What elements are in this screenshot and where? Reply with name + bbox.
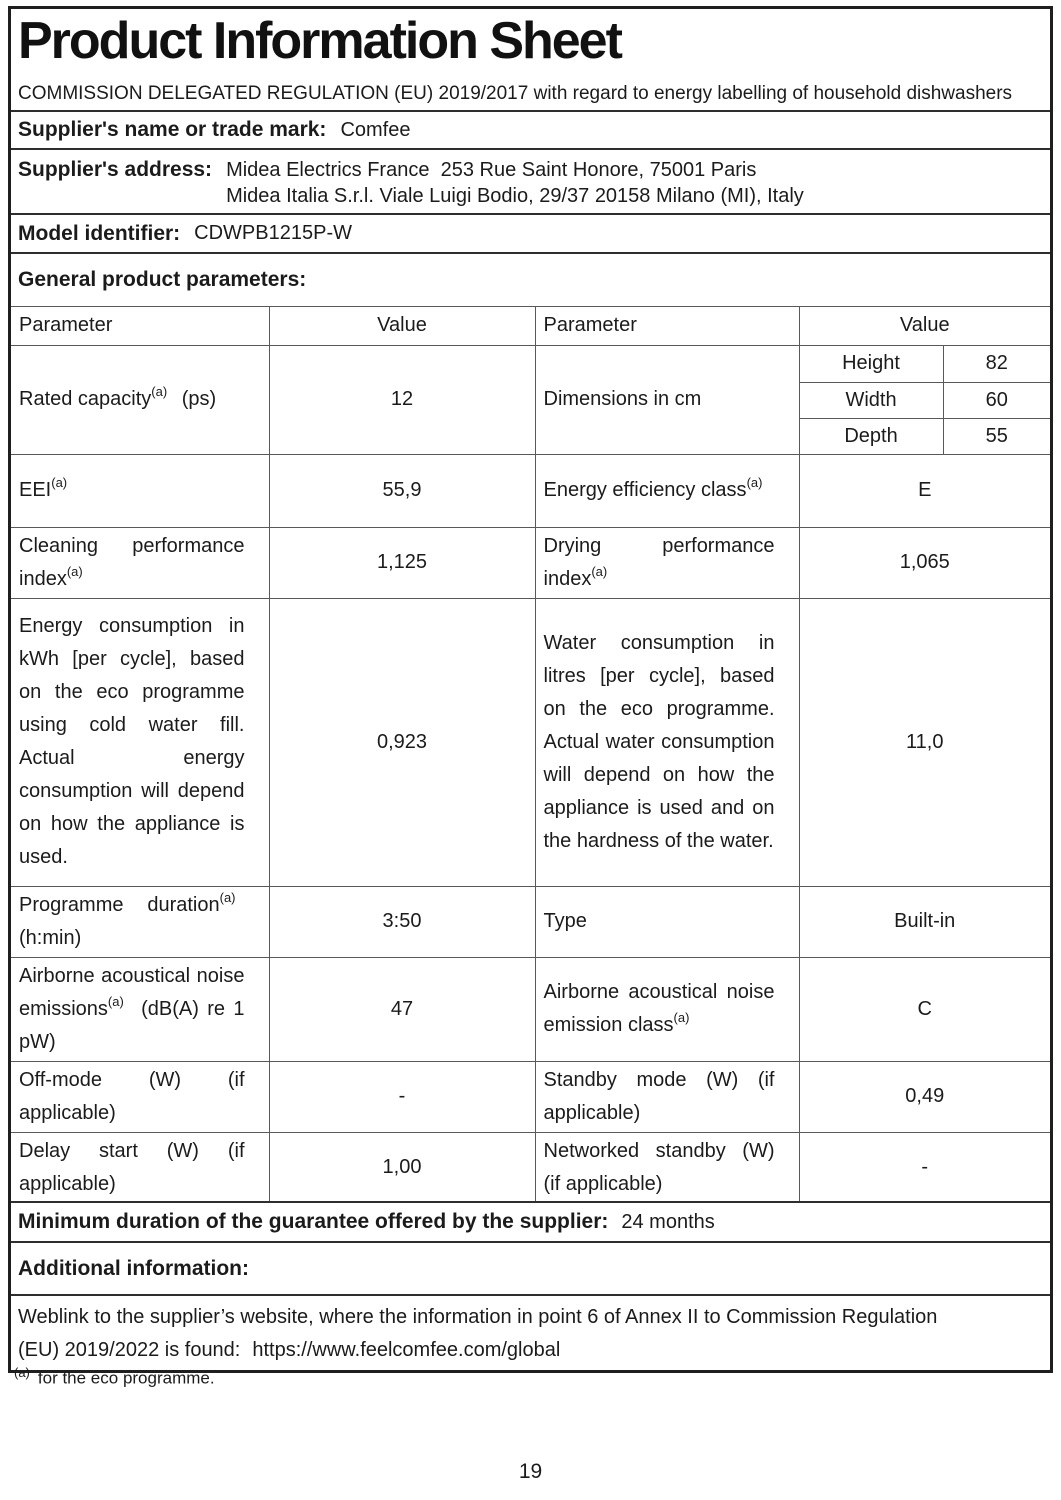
supplier-name-label: Supplier's name or trade mark: (18, 118, 327, 141)
energy-consumption-label: Energy consumption in kWh [per cycle], based on the eco programme using cold water fill. Actual energy consumption will depend on how the appliance is used. (19, 615, 245, 868)
noise-emissions-label-cell (11, 957, 269, 1061)
programme-duration-label-cell (11, 886, 269, 957)
weblink-url: https://www.feelcomfee.com/global (252, 1339, 561, 1361)
dimension-height-label: Height (800, 346, 944, 382)
type-label-cell (535, 886, 799, 957)
supplier-address-line-1: Midea Electrics France 253 Rue Saint Honore, 75001 Paris (226, 159, 757, 181)
networked-standby-label: Networked standby (W) (if applicable) (543, 1139, 775, 1195)
table-row (11, 886, 1050, 957)
dimensions-subtable (800, 346, 1051, 454)
dimension-depth-value: 55 (944, 418, 1050, 454)
footnote-marker: (a) (591, 563, 608, 579)
table-row (11, 1061, 1050, 1132)
weblink-text: Weblink to the supplier’s website, where the information in point 6 of Annex II to Commission Regulation (EU) 2019/2022 is found: (18, 1306, 938, 1361)
noise-class-label: Airborne acoustical noise emission class (543, 981, 775, 1036)
energy-consumption-label-cell (11, 598, 269, 886)
noise-emissions-unit: (dB(A) re 1 pW) (19, 997, 245, 1053)
supplier-address-value (226, 157, 804, 209)
energy-class-label: Energy efficiency class (543, 479, 747, 501)
dimensions-value-cell (799, 345, 1050, 454)
model-identifier-label: Model identifier: (18, 221, 181, 245)
table-header-row (11, 307, 1050, 345)
regulation-subtitle: COMMISSION DELEGATED REGULATION (EU) 2019/2017 with regard to energy labelling of household dishwashers (18, 83, 1013, 104)
networked-standby-label-cell (535, 1132, 799, 1203)
noise-class-value: C (799, 957, 1050, 1061)
off-mode-label-cell (11, 1061, 269, 1132)
header-parameter-right: Parameter (535, 307, 799, 345)
supplier-address-label: Supplier's address: (18, 158, 213, 181)
energy-consumption-value: 0,923 (269, 598, 535, 886)
supplier-name-row (11, 112, 1050, 150)
supplier-address-line-2: Midea Italia S.r.l. Viale Luigi Bodio, 29/37 20158 Milano (MI), Italy (226, 185, 804, 207)
footnote-marker: (a) (51, 475, 68, 491)
footnote-marker: (a) (673, 1010, 690, 1026)
title-block (11, 9, 1050, 112)
water-consumption-value: 11,0 (799, 598, 1050, 886)
type-label: Type (543, 910, 587, 932)
rated-capacity-label-cell (11, 345, 269, 454)
energy-class-label-cell (535, 454, 799, 527)
eei-label-cell (11, 454, 269, 527)
standby-mode-value: 0,49 (799, 1061, 1050, 1132)
guarantee-row (11, 1201, 1050, 1243)
standby-mode-label: Standby mode (W) (if applicable) (543, 1068, 775, 1124)
footnote-marker: (a) (107, 993, 124, 1009)
dimension-depth-label: Depth (800, 418, 944, 454)
eei-label: EEI (19, 479, 52, 501)
programme-duration-unit: (h:min) (19, 926, 82, 949)
dimensions-label-cell (535, 345, 799, 454)
guarantee-label: Minimum duration of the guarantee offered by the supplier: (18, 1210, 609, 1233)
delay-start-label-cell (11, 1132, 269, 1203)
table-row (11, 957, 1050, 1061)
table-row (11, 1132, 1050, 1203)
header-parameter-left: Parameter (11, 307, 269, 345)
type-value: Built-in (799, 886, 1050, 957)
cleaning-index-label-cell (11, 527, 269, 598)
networked-standby-value: - (799, 1132, 1050, 1203)
model-identifier-value: CDWPB1215P-W (194, 222, 352, 244)
drying-index-label-cell (535, 527, 799, 598)
weblink-row (11, 1296, 1050, 1370)
delay-start-value: 1,00 (269, 1132, 535, 1203)
supplier-name-value: Comfee (340, 118, 411, 141)
energy-class-value: E (799, 454, 1050, 527)
header-value-left: Value (269, 307, 535, 345)
product-information-sheet (8, 6, 1053, 1373)
additional-information-label: Additional information: (18, 1256, 249, 1280)
delay-start-label: Delay start (W) (if applicable) (19, 1139, 245, 1195)
general-parameters-table (11, 307, 1050, 1203)
footnote-marker: (a) (219, 889, 236, 905)
footnote-marker: (a) (151, 384, 168, 400)
rated-capacity-value: 12 (269, 345, 535, 454)
dimensions-label: Dimensions in cm (543, 388, 702, 410)
footnote (14, 1365, 215, 1389)
model-identifier-row (11, 215, 1050, 254)
footnote-marker: (a) (66, 563, 83, 579)
supplier-address-row (11, 150, 1050, 215)
additional-information-row (11, 1243, 1050, 1296)
footnote-text: for the eco programme. (37, 1368, 215, 1388)
rated-capacity-unit: (ps) (176, 388, 217, 410)
guarantee-value: 24 months (621, 1210, 715, 1233)
drying-index-label: Drying performance index (543, 534, 775, 590)
dimension-width-value: 60 (944, 382, 1050, 418)
general-parameters-header (11, 254, 1050, 307)
eei-value: 55,9 (269, 454, 535, 527)
page-number: 19 (518, 1460, 543, 1483)
table-row (11, 598, 1050, 886)
general-parameters-label: General product parameters: (18, 268, 307, 291)
dimension-height-value: 82 (985, 352, 1008, 374)
rated-capacity-label: Rated capacity (19, 388, 152, 410)
footnote-marker: (a) (14, 1365, 30, 1380)
standby-mode-label-cell (535, 1061, 799, 1132)
drying-index-value: 1,065 (799, 527, 1050, 598)
header-value-right: Value (799, 307, 1050, 345)
cleaning-index-value: 1,125 (269, 527, 535, 598)
page-title: Product Information Sheet (18, 12, 621, 70)
programme-duration-value: 3:50 (269, 886, 535, 957)
cleaning-index-label: Cleaning performance index (19, 534, 245, 590)
noise-class-label-cell (535, 957, 799, 1061)
off-mode-label: Off-mode (W) (if applicable) (19, 1068, 245, 1124)
table-row (11, 345, 1050, 454)
off-mode-value: - (269, 1061, 535, 1132)
table-row (11, 527, 1050, 598)
programme-duration-label: Programme duration (19, 893, 220, 916)
footnote-marker: (a) (746, 475, 763, 491)
dimension-width-label: Width (800, 382, 944, 418)
water-consumption-label: Water consumption in litres [per cycle], based on the eco programme. Actual water consumption will depend on how the appliance is used and on the hardness of the water. (543, 631, 775, 852)
water-consumption-label-cell (535, 598, 799, 886)
noise-emissions-label: Airborne acoustical noise emissions (19, 964, 245, 1020)
noise-emissions-value: 47 (269, 957, 535, 1061)
table-row (11, 454, 1050, 527)
